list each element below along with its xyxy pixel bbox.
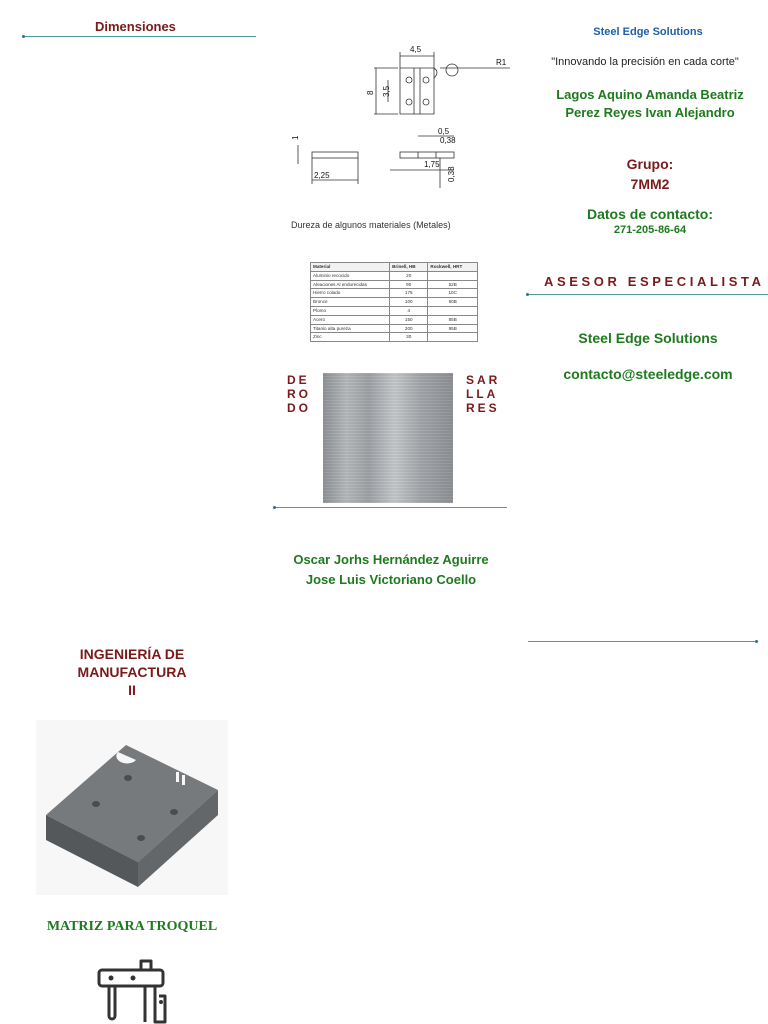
divider-middle [275,507,507,508]
contact-label: Datos de contacto: [586,206,713,222]
table-cell: 90 [390,280,428,289]
dim-slot-b: 0,38 [440,136,456,145]
vertical-word-line: DE [287,373,310,387]
divider-left-top [24,36,256,37]
advisor-email[interactable]: contacto@steeledge.com [563,366,733,382]
dim-hole-spacing: 3,5 [382,85,391,97]
table-cell: Zinc [311,333,390,342]
vertical-word-line: LLA [466,387,499,401]
technical-drawing [290,40,530,200]
table-cell: 10C [428,289,478,298]
course-line-2: MANUFACTURA [77,664,187,680]
developer-name: Oscar Jorhs Hernández Aguirre [293,552,489,567]
advisor-heading: ASESOR ESPECIALISTA [544,274,765,289]
dimensions-title: Dimensiones [95,19,176,34]
divider-right-bottom [528,641,756,642]
table-cell [428,333,478,342]
table-cell [428,306,478,315]
group-label: Grupo: [626,156,674,172]
contact-phone: 271-205-86-64 [613,224,687,236]
table-cell: Aluminio recocido [311,271,390,280]
dim-top-width: 4,5 [410,45,422,54]
table-cell: 4 [390,306,428,315]
group-value: 7MM2 [630,176,670,192]
vertical-word-left [287,373,311,415]
table-header: Brinell, HB [390,263,428,272]
vertical-word-line: RO [287,387,311,401]
team-members [530,86,768,122]
hardness-table [310,262,478,342]
team-member: Lagos Aquino Amanda Beatriz [556,87,744,102]
table-cell: Hierro colado [311,289,390,298]
table-row [311,306,478,315]
table-cell: Bronce [311,298,390,307]
dim-height: 8 [366,90,375,95]
table-header-row [311,263,478,272]
vertical-word-right [466,373,500,415]
dim-radius: R1 [496,58,507,67]
developer-name: Jose Luis Victoriano Coello [305,572,477,587]
dim-slot-c: 1,75 [424,160,440,169]
table-cell: 85B [428,315,478,324]
table-row [311,289,478,298]
metal-sheet-image [323,373,453,503]
team-member: Perez Reyes Ivan Alejandro [565,105,735,120]
table-cell: 200 [390,324,428,333]
advisor-company: Steel Edge Solutions [578,330,718,346]
vertical-word-line: DO [287,401,311,415]
vertical-word-line: SAR [466,373,501,387]
table-cell: Acero [311,315,390,324]
dim-side-thickness: 1 [291,135,300,140]
table-header: Material [311,263,390,272]
table-cell: Aleaciones Al endurecidas [311,280,390,289]
divider-right-top [528,294,768,295]
table-row [311,324,478,333]
table-row [311,298,478,307]
dim-slot-a: 0,5 [438,127,450,136]
table-row [311,333,478,342]
table-cell [428,271,478,280]
table-cell: 52B [428,280,478,289]
course-line-1: INGENIERÍA DE [79,646,185,662]
table-cell: 20 [390,271,428,280]
dim-bottom-width: 2,25 [314,171,330,180]
developer-names [275,550,507,590]
die-plate-3d-image [36,720,228,895]
table-row [311,315,478,324]
table-cell: Plomo [311,306,390,315]
table-header: Rockwell, HRT [428,263,478,272]
product-title: MATRIZ PARA TROQUEL [46,919,218,934]
table-cell: 100 [390,298,428,307]
table-cell: 30 [390,333,428,342]
dim-slot-d: 0,38 [447,166,456,182]
table-row [311,271,478,280]
hardness-table-title: Dureza de algunos materiales (Metales) [291,220,451,230]
table-cell: Titanio alta pureza [311,324,390,333]
course-title [32,645,232,699]
slogan: "Innovando la precisión en cada corte" [551,56,739,68]
course-line-3: II [128,682,136,698]
table-cell: 150 [390,315,428,324]
table-cell: 60B [428,298,478,307]
table-cell: 95B [428,324,478,333]
table-row [311,280,478,289]
die-press-icon [93,958,169,1024]
vertical-word-line: RES [466,401,500,415]
table-cell: 175 [390,289,428,298]
company-name: Steel Edge Solutions [593,26,703,38]
